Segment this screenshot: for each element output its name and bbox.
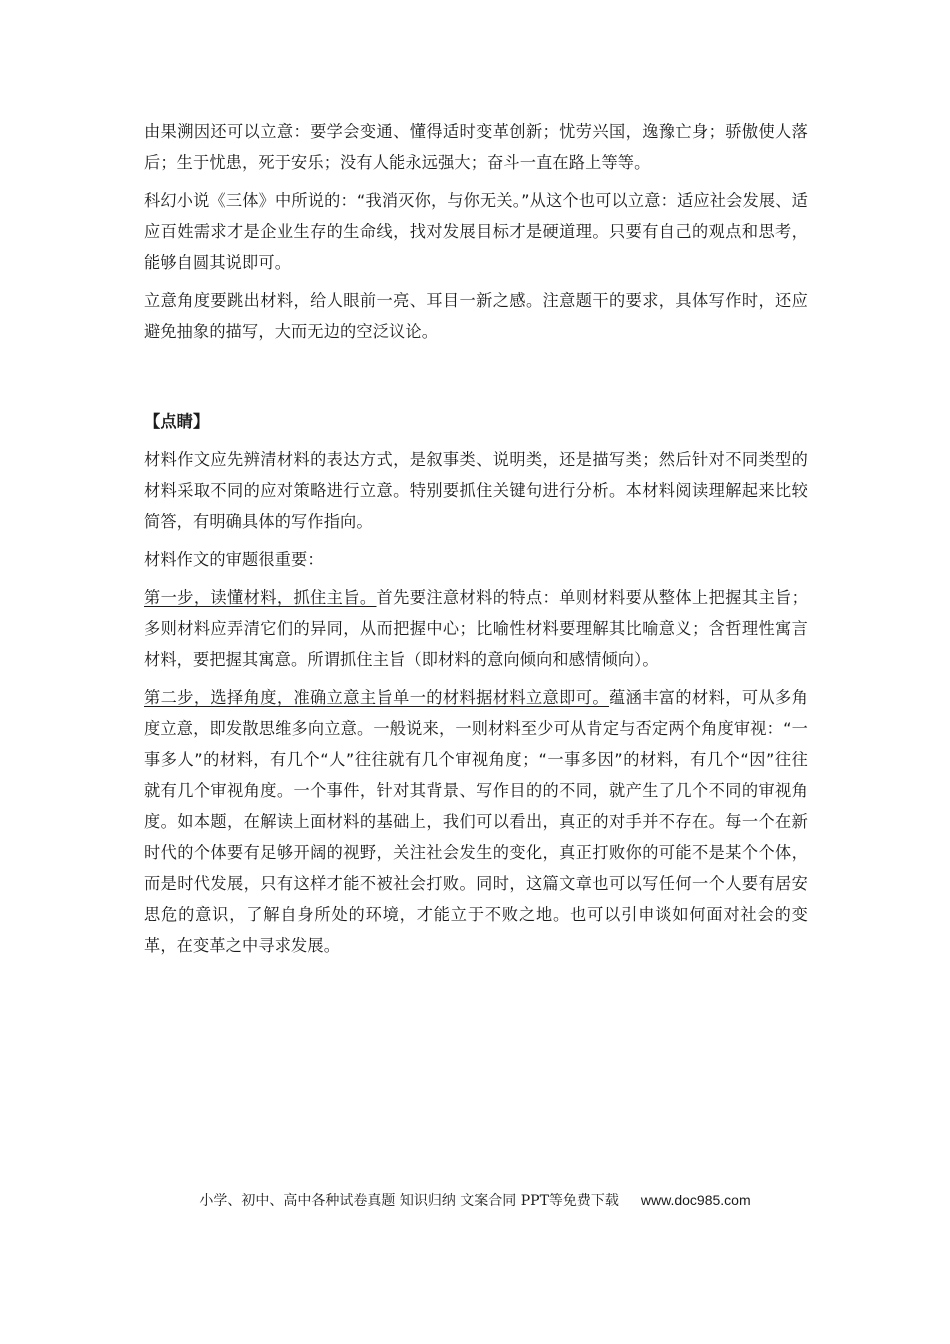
step-two-title: 第二步，选择角度，准确立意主旨单一的材料据材料立意即可。	[144, 688, 609, 707]
footer-site-link[interactable]: www.doc985.com	[640, 1192, 751, 1208]
paragraph-material-types: 材料作文应先辨清材料的表达方式，是叙事类、说明类，还是描写类；然后针对不同类型的材料采取不同的应对策略进行立意。特别要抓住关键句进行分析。本材料阅读理解起来比较简答，有明确具体的写作指向。	[144, 450, 808, 531]
paragraph-step-two	[144, 682, 808, 961]
paragraph-angle-advice: 立意角度要跳出材料，给人眼前一亮、耳目一新之感。注意题干的要求，具体写作时，还应避免抽象的描写，大而无边的空泛议论。	[144, 291, 808, 341]
step-one-body: 首先要注意材料的特点：单则材料要从整体上把握其主旨；多则材料应弄清它们的异同，从而把握中心；比喻性材料要理解其比喻意义；含哲理性寓言材料，要把握其寓意。所谓抓住主旨（即材料的意向倾向和感情倾向）。	[144, 588, 808, 669]
paragraph-step-one	[144, 582, 808, 675]
paragraph-three-body-quote: 科幻小说《三体》中所说的：“我消灭你，与你无关。”从这个也可以立意：适应社会发展、适应百姓需求才是企业生存的生命线，找对发展目标才是硬道理。只要有自己的观点和思考，能够自圆其说即可。	[144, 191, 808, 272]
paragraph-review-importance: 材料作文的审题很重要：	[144, 550, 324, 569]
step-one-title: 第一步，读懂材料，抓住主旨。	[144, 588, 377, 607]
page-footer	[0, 1190, 950, 1210]
footer-text: 小学、初中、高中各种试卷真题 知识归纳 文案合同 PPT等免费下载	[199, 1193, 619, 1209]
paragraph-reverse-reasoning: 由果溯因还可以立意：要学会变通、懂得适时变革创新；忧劳兴国，逸豫亡身；骄傲使人落后；生于忧患，死于安乐；没有人能永远强大；奋斗一直在路上等等。	[144, 122, 808, 172]
step-two-body: 蕴涵丰富的材料，可从多角度立意，即发散思维多向立意。一般说来，一则材料至少可从肯定与否定两个角度审视：“一事多人”的材料，有几个“人”往往就有几个审视角度；“一事多因”的材料，有几个“因”往往就有几个审视角度。一个事件，针对其背景、写作目的的不同，就产生了几个不同的审视角度。如本题，在解读上面材料的基础上，我们可以看出，真正的对手并不存在。每一个在新时代的个体要有足够开阔的视野，关注社会发生的变化，真正打败你的可能不是某个个体，而是时代发展，只有这样才能不被社会打败。同时，这篇文章也可以写任何一个人要有居安思危的意识，了解自身所处的环境，才能立于不败之地。也可以引申谈如何面对社会的变革，在变革之中寻求发展。	[144, 688, 808, 955]
document-body	[144, 116, 808, 961]
section-heading-dianjing: 【点睛】	[144, 412, 210, 431]
